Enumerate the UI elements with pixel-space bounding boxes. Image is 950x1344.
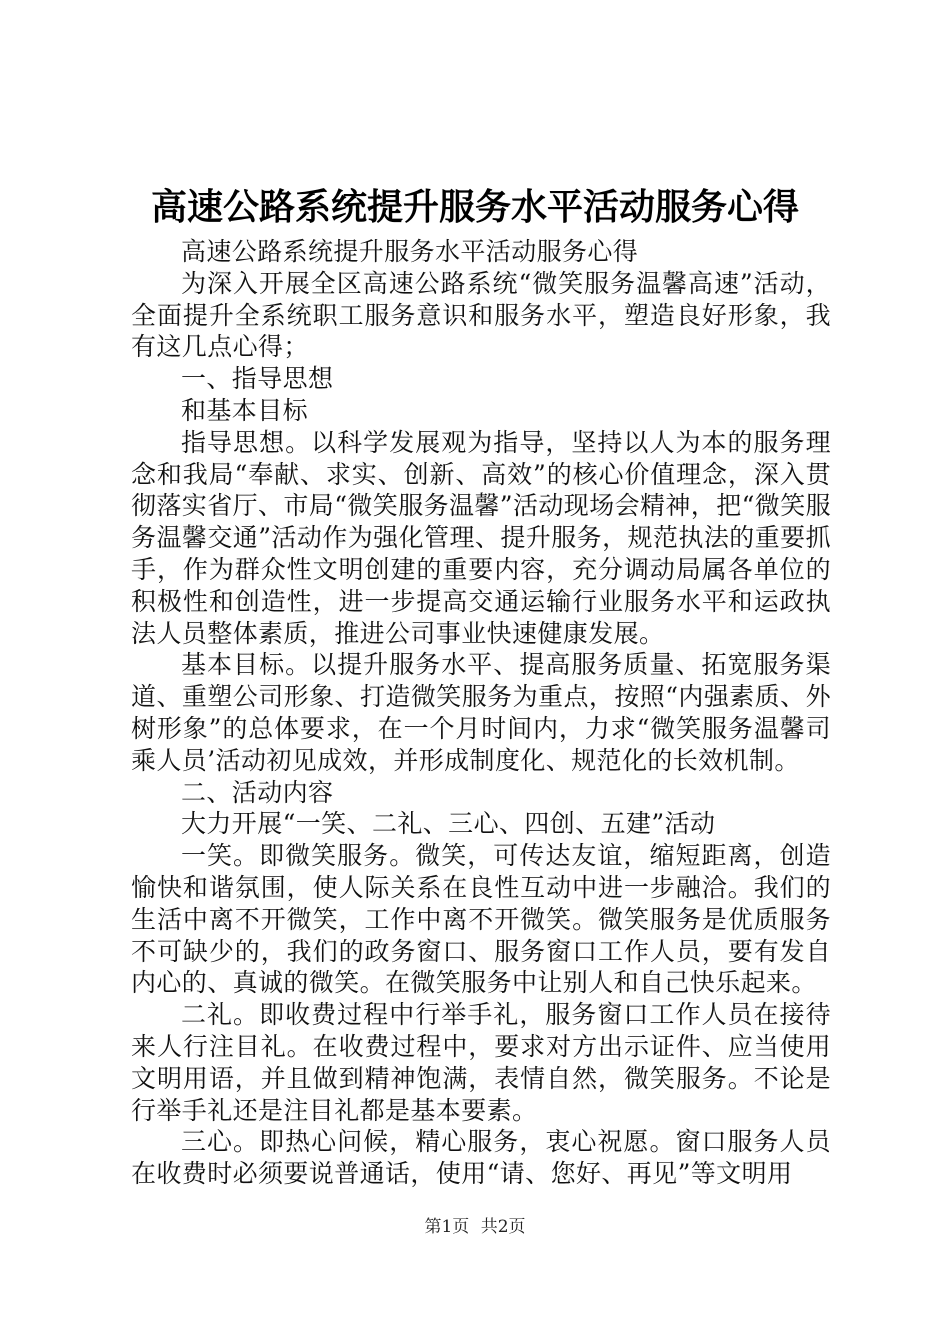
paragraph: 指导思想。以科学发展观为指导，坚持以人为本的服务理念和我局“奉献、求实、创新、高效”的核心价值理念，深入贯彻落实省厅、市局“微笑服务温馨”活动现场会精神，把“微笑服务温馨交通”活动作为强化管理、提升服务，规范执法的重要抓手，作为群众性文明创建的重要内容，充分调动局属各单位的积极性和创造性，进一步提高交通运输行业服务水平和运政执法人员整体素质，推进公司事业快速健康发展。 (131, 427, 831, 648)
paragraph: 高速公路系统提升服务水平活动服务心得 (181, 237, 639, 266)
paragraph: 为深入开展全区高速公路系统“微笑服务温馨高速”活动，全面提升全系统职工服务意识和服务水平，塑造良好形象，我有这几点心得； (131, 268, 831, 362)
paragraph: 基本目标。以提升服务水平、提高服务质量、拓宽服务渠道、重塑公司形象、打造微笑服务为重点，按照“内强素质、外树形象”的总体要求，在一个月时间内，力求“微笑服务温馨司乘人员’活动初见成效，并形成制度化、规范化的长效机制。 (131, 650, 831, 775)
paragraph: 大力开展“一笑、二礼、三心、四创、五建”活动 (181, 809, 716, 839)
paragraph: 三心。即热心问候，精心服务，衷心祝愿。窗口服务人员在收费时必须要说普通话，使用“请、您好、再见”等文明用 (131, 1127, 831, 1189)
paragraph: 一笑。即微笑服务。微笑，可传达友谊，缩短距离，创造愉快和谐氛围，使人际关系在良性互动中进一步融洽。我们的生活中离不开微笑，工作中离不开微笑。微笑服务是优质服务不可缺少的，我们的政务窗口、服务窗口工作人员，要有发自内心的、真诚的微笑。在微笑服务中让别人和自己快乐起来。 (131, 841, 831, 998)
page-total: 共2页 (480, 1217, 526, 1237)
document-body (131, 236, 831, 1190)
page-number: 第1页 (424, 1217, 470, 1237)
page-footer (0, 1215, 950, 1239)
section-heading: 二、活动内容 (181, 777, 334, 807)
document-title: 高速公路系统提升服务水平活动服务心得 (150, 187, 799, 228)
section-heading: 和基本目标 (181, 395, 309, 425)
paragraph: 二礼。即收费过程中行举手礼，服务窗口工作人员在接待来人行注目礼。在收费过程中，要求对方出示证件、应当使用文明用语，并且做到精神饱满，表情自然，微笑服务。不论是行举手礼还是注目礼都是基本要素。 (131, 1000, 831, 1125)
section-heading: 一、指导思想 (181, 364, 334, 394)
